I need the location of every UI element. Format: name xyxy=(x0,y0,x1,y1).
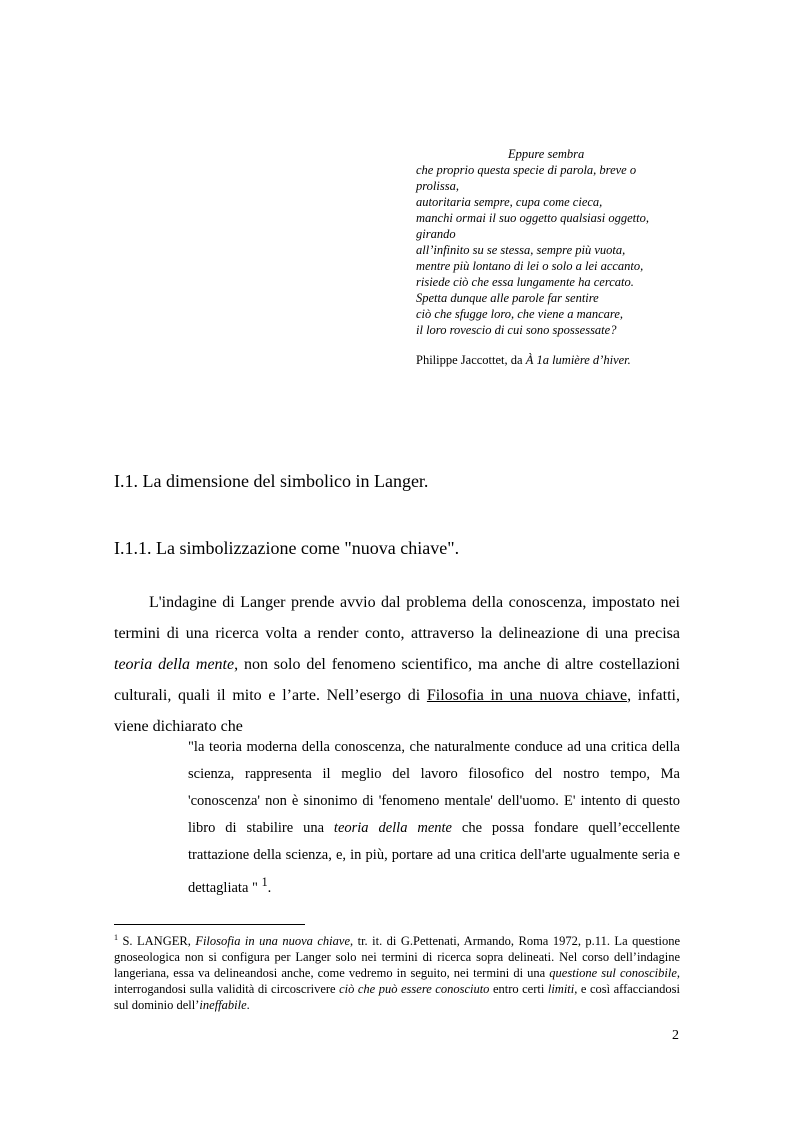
epigraph-source xyxy=(416,352,706,368)
epigraph xyxy=(416,146,706,368)
body-paragraph xyxy=(114,587,680,742)
footnote-italic: questione sul conoscibile xyxy=(549,966,677,981)
epigraph-source-author: Philippe Jaccottet, da xyxy=(416,353,526,367)
quote-text: che possa fondare quell’eccellente trattazione della scienza, e, in più, portare ad una critica dell'arte ugualmente seria e dettagliata " xyxy=(188,820,680,896)
book-title-link[interactable]: Filosofia in una nuova chiave xyxy=(426,687,628,704)
subsection-heading: I.1.1. La simbolizzazione come "nuova chiave". xyxy=(114,538,460,558)
paragraph-text: , non solo del fenomeno scientifico, ma anche di altre costellazioni culturali, quali il mito e l’arte. Nell’esergo di xyxy=(114,656,680,704)
footnote-italic: ineffabile xyxy=(199,998,247,1013)
page-number: 2 xyxy=(672,1028,679,1043)
epigraph-line: all’infinito su se stessa, sempre più vuota, xyxy=(416,243,626,257)
epigraph-source-title: À 1a lumière d’hiver. xyxy=(525,353,631,367)
quote-italic: teoria della mente xyxy=(333,820,452,836)
footnote-text: . xyxy=(246,998,250,1013)
footnote-italic: Filosofia in una nuova chiave xyxy=(195,934,350,949)
footnote-text: , e così affacciandosi sul dominio dell’ xyxy=(114,982,680,1013)
epigraph-line: il loro rovescio di cui sono spossessate? xyxy=(416,323,617,337)
epigraph-line: manchi ormai il suo oggetto qualsiasi oggetto, xyxy=(416,211,649,225)
quote-text: "la teoria moderna della conoscenza, che naturalmente conduce ad una critica della scienza, rappresenta il meglio del lavoro filosofico del nostro tempo, Ma 'conoscenza' non è sinonimo di 'fenomeno mentale' dell'uomo. E' intento di questo libro di stabilire una xyxy=(188,739,680,836)
epigraph-line: Spetta dunque alle parole far sentire xyxy=(416,291,599,305)
footnote-text: , interrogandosi sulla validità di circoscrivere xyxy=(114,966,681,997)
footnote-italic: limiti xyxy=(547,982,575,997)
footnote-reference[interactable]: 1 xyxy=(261,875,268,889)
footnote-italic: ciò che può essere conosciuto xyxy=(339,982,490,997)
epigraph-line: autoritaria sempre, cupa come cieca, xyxy=(416,195,603,209)
footnote-text: entro certi xyxy=(489,982,548,997)
epigraph-line: ciò che sfugge loro, che viene a mancare, xyxy=(416,307,623,321)
footnote-text: S. LANGER, xyxy=(118,934,196,949)
paragraph-italic: teoria della mente xyxy=(114,656,235,673)
epigraph-line: risiede ciò che essa lungamente ha cercato. xyxy=(416,275,634,289)
footnote-separator xyxy=(114,924,305,925)
epigraph-line: che proprio questa specie di parola, breve o xyxy=(416,163,637,177)
footnote xyxy=(114,930,680,1013)
footnote-number: 1 xyxy=(114,933,118,942)
epigraph-line: girando xyxy=(416,227,456,241)
paragraph-text: L'indagine di Langer prende avvio dal problema della conoscenza, impostato nei termini di una ricerca volta a render conto, attraverso la delineazione di una precisa xyxy=(114,594,680,642)
epigraph-line: mentre più lontano di lei o solo a lei accanto, xyxy=(416,259,644,273)
block-quote xyxy=(188,734,680,902)
paragraph-text: , infatti, viene dichiarato che xyxy=(114,687,680,735)
epigraph-line: Eppure sembra xyxy=(508,147,585,161)
quote-text: . xyxy=(267,879,272,896)
footnote-text: , tr. it. di G.Pettenati, Armando, Roma 1972, p.11. La questione gnoseologica non si configura per Langer solo nei termini di ricerca sopra delineati. Nel corso dell’indagine langeriana, essa va delineandosi anche, come vedremo in seguito, nei termini di una xyxy=(114,934,680,981)
epigraph-line: prolissa, xyxy=(416,179,459,193)
section-heading: I.1. La dimensione del simbolico in Langer. xyxy=(114,471,429,491)
